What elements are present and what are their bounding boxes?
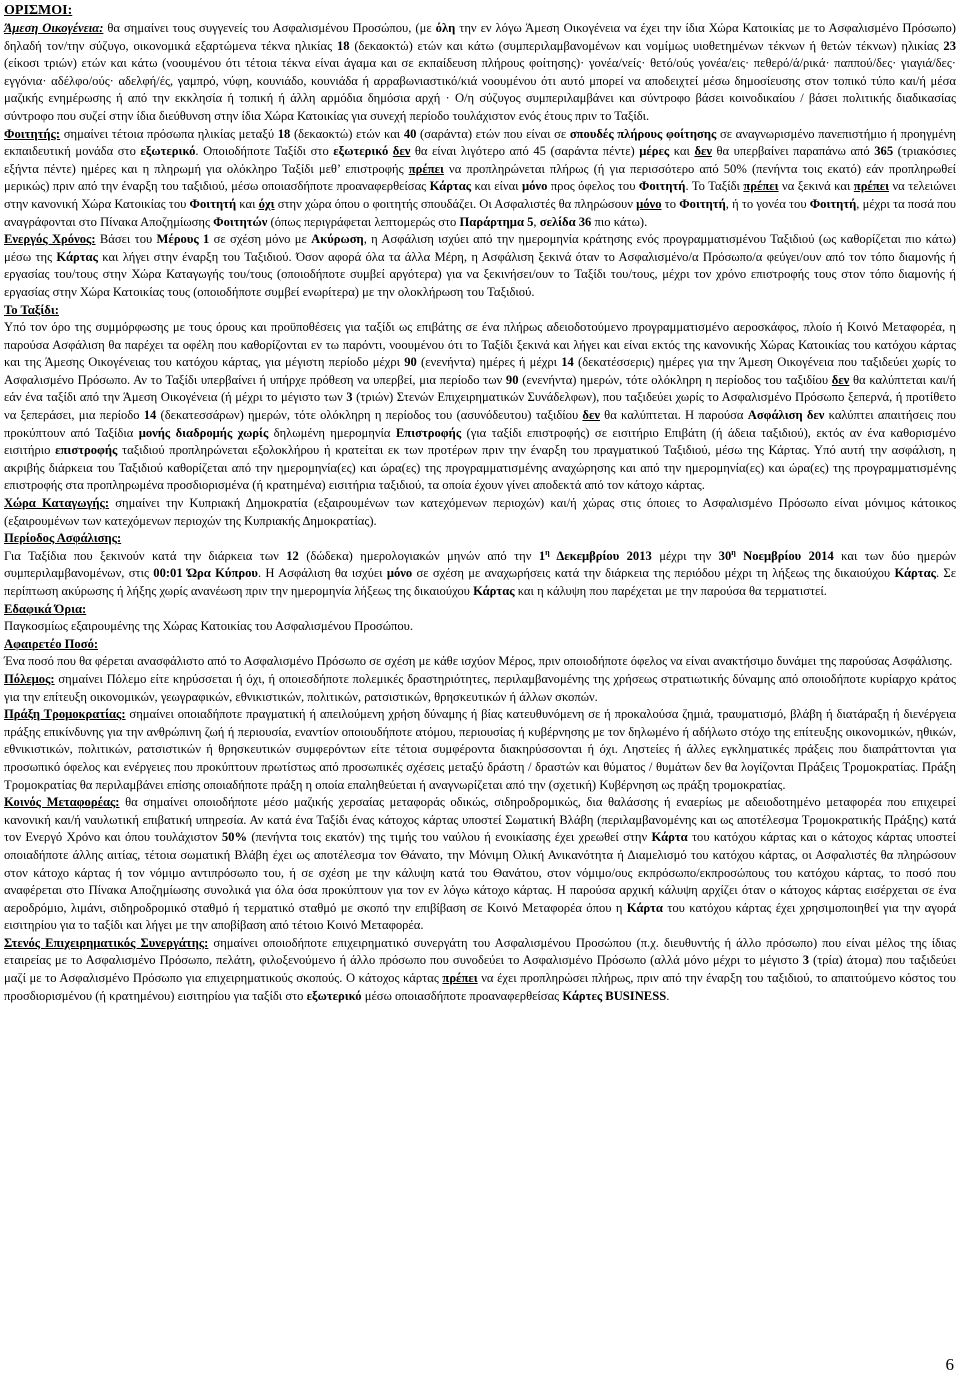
definition-text: σε αναγνωρισμένο πανεπιστήμιο ή προηγμένη εκπαιδευτική μονάδα στο (4, 126, 956, 159)
definition-text: 14 (143, 408, 157, 423)
definition-term: Χώρα Καταγωγής: (4, 496, 110, 511)
definition-text: σημαίνει οποιαδήποτε πραγματική ή απειλούμενη χρήση δύναμης ή βίας κατευθυνόμενη σε ή προκαλούσα ζημιά, τραυματισμό, βλάβη ή διατάραξη ή διενέργεια πράξης επικίνδυνης για την ανθρώπινη ζωή ή περιουσία, εναντίον οποιουδήποτε ατόμου, περιουσίας ή κυβέρνησης με τον δηλωμένο ή αδήλωτο στόχο της επίτευξης οικονομικών, ηθικών, εθνικιστικών, πολιτικών, ρατσιστικών ή θρησκευτικών συμφερόντων είτε τέτοια συμφέροντα διακηρύσσονται ή όχι. Ληστείες ή άλλες εγκληματικές πράξεις που διαπράττονται για προσωπικό όφελος και ενέργειες που προκύπτουν πρωτίστως από προσωπικές σχέσεις μεταξύ δράστη / δραστών και θύματος / θυμάτων δεν θα λογίζονται Πράξεις Τρομοκρατίας. Πράξη Τρομοκρατίας θα περιλαμβάνει επίσης οποιαδήποτε πράξη η οποία επαληθεύεται ή αναγνωρίζεται από την (σχετική) Κυβέρνηση ως πράξη τρομοκρατίας. (4, 707, 956, 792)
definition-text: σημαίνει τέτοια πρόσωπα ηλικίας μεταξύ (60, 126, 278, 141)
definition-amesi-oikogeneia (4, 20, 956, 126)
definition-text: δεν (392, 144, 411, 159)
definition-text: Παράρτημα 5 (459, 214, 534, 229)
definition-text: σπουδές πλήρους φοίτησης (569, 126, 717, 141)
definition-text: Μέρους 1 (156, 232, 210, 247)
definition-energos-xronos (4, 231, 956, 301)
definition-text: (δεκατεσσάρων) ημερών, τότε ολόκληρη η περίοδος του (ασυνόδευτου) ταξιδίου (156, 408, 583, 423)
definition-text: 30 (718, 548, 732, 563)
definition-text: Κάρτα (651, 830, 688, 845)
definition-text: μόνο (522, 179, 548, 194)
definition-text: θα σημαίνει οποιοδήποτε μέσο μαζικής χερσαίας μεταφοράς οδικώς, σιδηροδρομικώς, δια θαλάσσης ή εναερίως με αδειοδοτημένο μεταφορέα που επιχειρεί κανονική και/ή ναυλωτική επιβατική υπηρεσία. Αν κατά ένα Ταξίδι ένας κάτοχος κάρτας υποστεί Σωματική Βλάβη (περιλαμβανομένης και ως αποτέλεσμα Τρομοκρατικής Πράξης) κατά τον Ενεργό Χρόνο και όπου τουλάχιστον (4, 795, 956, 845)
definition-text: Παγκοσμίως εξαιρουμένης της Χώρας Κατοικίας του Ασφαλισμένου Προσώπου. (4, 619, 414, 634)
page-number: 6 (945, 1355, 954, 1374)
definition-text: την εν λόγω Άμεση Οικογένεια να έχει την ίδια Χώρα Κατοικίας με το Ασφαλισμένο Πρόσωπο) δηλαδή τον/την σύζυγο, οικονομικά εξαρτώμενα τέκνα ηλικίας (4, 21, 956, 53)
definition-text: μονής διαδρομής χωρίς (138, 425, 269, 440)
definition-text: . Η Ασφάλιση θα ισχύει (257, 566, 387, 581)
definition-to-taxidi (4, 302, 956, 320)
definition-text: του κατόχου κάρτας και ο κάτοχος κάρτας υποστεί οποιαδήποτε άλλης αιτίας, τέτοια σωματική Βλάβη έχει ως αποτέλεσμα τον Θάνατο, την Μόνιμη Ολική Ανικανότητα ή Διαμελισμό του κατόχου κάρτας, οι Ασφαλιστές θα πληρώσουν στον κάτοχο κάρτας ή τον νόμιμο αντιπρόσωπο του, ή σε σχέση με την κάλυψη κατά του Θανάτου, στον νόμιμο/ους εκπρόσωπο/εκπροσώπους του κατόχου κάρτας, το ποσό που αναφέρεται στο Πίνακα Αποζημίωσης συνολικά για όλα όσα προκύπτουν για τον εν λόγω κάτοχο κάρτας. Η παρούσα αρχική κάλυψη αρχίζει όταν ο κάτοχος κάρτας εισέρχεται σε ένα αεροδρόμιο, λιμάνι, σιδηροδρομικό σταθμό ή τερματικό σταθμό με σκοπό την επιβίβαση σε Κοινό Μεταφορέα όπου η (4, 830, 956, 915)
definition-text: 1 (538, 548, 546, 563)
definition-term: Εδαφικά Όρια: (4, 601, 87, 616)
definition-text: δεν (582, 408, 600, 423)
definition-text: σημαίνει την Κυπριακή Δημοκρατία (εξαιρουμένων των κατεχόμενων περιοχών) και/ή χώρας στις όποιες το Ασφαλισμένο Πρόσωπο είναι μόνιμος κάτοικος (εξαιρουμένων των κατεχόμενων περιοχών της Κυπριακής Δημοκρατίας). (4, 496, 956, 528)
definition-periodos-asfalisis (4, 530, 956, 548)
definition-text: και (669, 144, 695, 159)
definition-text: Κάρτας (56, 249, 98, 264)
definition-polemos (4, 671, 956, 706)
definition-text: στην χώρα όπου ο φοιτητής σπουδάζει. Οι Ασφαλιστές θα πληρώσουν (274, 196, 637, 211)
definition-text: (πενήντα τοις εκατόν) της τιμής του ναύλου ή ενοικίασης έχει χρεωθεί στην (247, 830, 652, 845)
definition-afairetéo-poso (4, 636, 956, 654)
definition-text: Νοεμβρίου 2014 (735, 548, 834, 563)
document-title: ΟΡΙΣΜΟΙ: (4, 3, 73, 18)
definition-text: (ενενήντα) ημερών, τότε ολόκληρη η περίοδος του ταξιδίου (518, 372, 832, 387)
definition-body (4, 548, 956, 601)
definition-xora-katagogis (4, 495, 956, 530)
definition-text: Δεκεμβρίου 2013 (549, 548, 652, 563)
definition-text: 3 (802, 953, 809, 968)
definition-edafika-oria (4, 601, 956, 619)
definition-term: Ενεργός Χρόνος: (4, 232, 96, 247)
definition-body (4, 653, 956, 671)
definition-text: μόνο (386, 566, 413, 581)
definition-text: θα καλύπτεται και/ή εάν ένα ταξίδι από την Άμεση Οικογένεια (ή μέχρι το μέγιστο των (4, 372, 957, 405)
definition-text: και είναι (471, 179, 522, 194)
definition-text: η (545, 547, 550, 557)
definition-text: και των δύο ημερών συμπεριλαμβανομένων, στις (4, 548, 956, 581)
definition-text: (ενενήντα) ημέρες ή μέχρι (416, 355, 562, 370)
definition-text: . (666, 988, 670, 1003)
definition-text: Ένα ποσό που θα φέρεται ανασφάλιστο από το Ασφαλισμένο Πρόσωπο σε σχέση με κάθε ισχύον Μέρος, πριν οποιοδήποτε όφελος να είναι ανακτήσιμο δυνάμει της παρούσας Ασφάλισης. (4, 654, 953, 669)
definition-text: Κάρτας (473, 584, 515, 598)
definition-text: (τριακόσιες εξήντα πέντε) ημέρες και η πληρωμή για ολόκληρο Ταξίδι μεθ’ επιστροφής (4, 144, 956, 176)
definition-text: (δεκαοκτώ) ετών και κάτω (συμπεριλαμβανομένων και νομίμως υιοθετημένων τέκνων ή θετών τέκνων) ηλικίας (349, 38, 944, 53)
definition-text: 14 (561, 355, 574, 370)
definition-text: σημαίνει Πόλεμο είτε κηρύσσεται ή όχι, ή οποιεσδήποτε πολεμικές δραστηριότητες, περιλαμβανομένης της χρήσεως στρατιωτικής δύναμης από οποιοδήποτε κυρίαρχο κράτος για την επίτευξη οικονομικών, γεωγραφικών, εθνικιστικών, πολιτικών, ρατσιστικών, θρησκευτικών ή άλλων σκοπών. (4, 671, 956, 704)
definition-stenos-synergatis (4, 935, 956, 1005)
definition-body (4, 319, 956, 495)
definition-body (4, 618, 956, 636)
definition-text: να τελειώνει στην κανονική Χώρα Κατοικίας του (4, 179, 956, 211)
definition-text: 18 (277, 126, 291, 141)
definition-text: σημαίνει οποιοδήποτε επιχειρηματικό συνεργάτη του Ασφαλισμένου Προσώπου (π.χ. διευθυντής ή άλλο πρόσωπο) που είναι μέλος της ίδιας εταιρείας με το Ασφαλισμένο Πρόσωπο, πελάτη, φιλοξενούμενο ή άλλο πρόσωπο που συνοδεύει το Ασφαλισμένο Πρόσωπο (αλλά μόνο μέχρι το μέγιστο (4, 935, 956, 968)
definition-text: θα καλύπτεται. Η παρούσα (599, 408, 748, 423)
definition-text: 12 (286, 548, 299, 563)
definition-text: Φοιτητών (213, 214, 268, 229)
definition-text: 23 (943, 38, 956, 53)
definition-text: δηλωμένη ημερομηνία (268, 425, 396, 440)
definition-praxi-tromokratias (4, 706, 956, 794)
definition-text: . Οποιοδήποτε Ταξίδι στο (195, 144, 334, 159)
definition-text: μέσω οποιασδήποτε προαναφερθείσας (361, 988, 563, 1003)
definition-text: πρέπει (743, 179, 779, 194)
definition-text: Φοιτητή (638, 179, 686, 194)
definition-term: Αφαιρετέο Ποσό: (4, 636, 99, 651)
definition-text: (τριών) Στενών Επιχειρηματικών Συνάδελφων), που ταξιδεύει χωρίς το Ασφαλισμένο Πρόσωπο ξεπερνά, ή προτίθετο να ξεπεράσει, μια περίοδο (4, 390, 956, 423)
definition-term: Φοιτητής: (4, 126, 61, 141)
definition-text: μόνο (636, 196, 662, 211)
definition-text: , η Ασφάλιση ισχύει από την ημερομηνία κράτησης ενός προγραμματισμένου Ταξιδιού (ως καθορίζεται πιο κάτω) μέσω της (4, 232, 956, 264)
definition-foititis (4, 126, 956, 232)
definition-text: Κάρτες BUSINESS (562, 988, 667, 1003)
definition-term: Κοινός Μεταφορέας: (4, 795, 120, 810)
definition-text: . Σε περίπτωση ακύρωσης ή λήξης χωρίς ανανέωση πριν την ημερομηνία λήξεως της δικαιούχου (4, 566, 957, 598)
definition-text: , (533, 214, 540, 229)
definition-term: Στενός Επιχειρηματικός Συνεργάτης: (4, 935, 209, 950)
definition-text: προς όφελος του (547, 179, 639, 194)
definition-text: σελίδα 36 (539, 214, 592, 229)
definition-term: Πράξη Τρομοκρατίας: (4, 707, 126, 722)
definition-text: να έχει προπληρώσει πλήρως, πριν από την έναρξη του ταξιδιού, το απαιτούμενο κόστος του προσδιορισμένου (ή κρατημένου) εισιτηρίου για ταξίδι στο (4, 971, 956, 1003)
definition-text: η (731, 547, 736, 557)
definition-text: (δεκαοκτώ) ετών και (290, 126, 404, 141)
definition-text: Υπό τον όρο της συμμόρφωσης με τους όρους και προϋποθέσεις για ταξίδι ως επιβάτης σε ένα πλήρως αδειοδοτούμενο προγραμματισμένο αεροσκάφος, πλοίο ή Κοινό Μεταφορέα, η παρούσα Ασφάλιση θα παρέχει τα οφέλη που καθορίζονται εν τω παρόντι, νοουμένου ότι το Ταξίδι ξεκινά και λήγει και είναι εκτός της κανονικής Χώρας Κατοικίας του κατόχου κάρτας και της Άμεσης Οικογένειας του κατόχου κάρτας, για μέγιστη περίοδο μέχρι (4, 320, 956, 370)
definition-text: θα υπερβαίνει παραπάνω από (712, 144, 875, 159)
definition-text: (δεκατέσσερις) ημέρες για την Άμεση Οικογένεια που ταξιδεύει χωρίς το Ασφαλισμένο Πρόσωπο. Αν το Ταξίδι υπερβαίνει ή υπήρχε πρόθεση να υπερβεί, μια περίοδο των (4, 355, 957, 387)
definition-text: πιο κάτω). (591, 214, 648, 229)
definition-term: Περίοδος Ασφάλισης: (4, 531, 122, 546)
definition-text: εξωτερικό (306, 988, 362, 1003)
definition-term: Πόλεμος: (4, 671, 55, 686)
definition-text: σε σχέση με αναχωρήσεις κατά την διάρκεια της περιόδου μέχρι τη λήξεως της δικαιούχου (412, 566, 895, 581)
definition-text: του κατόχου κάρτας έχει χρησιμοποιηθεί για την αγορά εισιτηρίου για το ταξίδι και λήγει με την αποβίβαση από τέτοιο Κοινό Μεταφορέα. (4, 900, 957, 933)
definition-text: (για ταξίδι επιστροφής) σε εισιτήριο Επιβάτη (ή άδεια ταξιδιού), εκτός αν ένα καθορισμένο εισιτήριο (4, 425, 956, 458)
definition-text: (όπως περιγράφεται λεπτομερώς στο (267, 214, 460, 229)
definition-text: Για Ταξίδια που ξεκινούν κατά την διάρκεια των (4, 548, 287, 563)
definition-text: Επιστροφής (395, 425, 462, 440)
definition-text: , ή το γονέα του (725, 196, 810, 211)
definition-text: 365 (874, 144, 894, 159)
definition-text: Φοιτητή (679, 196, 726, 211)
definition-term: Άμεση Οικογένεια: (4, 21, 104, 35)
definition-text: Κάρτα (626, 900, 663, 915)
definition-text: εξωτερικό (140, 144, 196, 159)
definition-text: μέχρι την (651, 548, 719, 563)
definition-text: όλη (435, 21, 456, 35)
definition-text: 90 (404, 355, 417, 370)
definition-text: και (236, 196, 259, 211)
definition-text: ταξιδιού προπληρώνεται εξολοκλήρου ή κρατείται εκ των προτέρων πριν την έναρξη του πραγματικού Ταξιδιού, μέσω της Κάρτας. Υπό αυτή την ασφάλιση, η ακριβής διάρκεια του Ταξιδιού καθορίζεται από την ημερομηνία(ες) και ώρα(ες) της προγραμματισμένης αναχώρησης και από την ημερομηνία(ες) και ώρα(ες) της προγραμματισμένης επιστροφής στα προπληρωμένα προσδιορισμένα (ή κρατημένα) εισιτήρια ταξιδιού, τα οποία έχουν γίνει αποδεκτά από τον κάτοχο κάρτας. (4, 443, 956, 493)
definition-text: (δώδεκα) ημερολογιακών μηνών από την (298, 548, 539, 563)
definition-text: 18 (336, 38, 350, 53)
definition-text: 90 (505, 372, 519, 387)
definitions-list (4, 20, 956, 1005)
definition-text: 00:01 Ώρα Κύπρου (153, 566, 258, 581)
definition-text: να προπληρώνεται πλήρως (ή για περισσότερο από 50% (πενήντα τοις εκατό) εάν προπληρωθεί μερικώς) πριν από την έναρξη του ταξιδιού, μέσω οποιασδήποτε προαναφερθείσας (4, 161, 957, 194)
definition-text: θα σημαίνει τους συγγενείς του Ασφαλισμένου Προσώπου, (με (103, 21, 436, 35)
definition-text: (σαράντα) ετών που είναι σε (416, 126, 570, 141)
definition-text: 3 (346, 390, 353, 405)
definition-text: δεν (831, 372, 850, 387)
definition-text: το (661, 196, 680, 211)
definition-term: Το Ταξίδι: (4, 302, 59, 317)
definition-text: 40 (403, 126, 417, 141)
definition-text: επιστροφής (55, 443, 118, 458)
definition-koinos-metaforeas (4, 794, 956, 935)
definition-text: Κάρτας (429, 179, 472, 194)
definition-text: και η κάλυψη που παρέχεται με την παρούσα θα τερματιστεί. (514, 584, 827, 598)
definition-text: . Το Ταξίδι (685, 179, 744, 194)
definition-text: (είκοσι τριών) ετών και κάτω (νοουμένου ότι τέτοια τέκνα είναι άγαμα και σε εκπαίδευση πλήρους φοίτησης)· γονέα/νείς· θετό/ούς γονέα/εις· πεθερό/ά/ρικά· παππού/δες· γιαγιά/δες· εγγόνια· αδέλφο/ούς· αδελφή/ές, γαμπρό, νύφη, κουνιάδο, κουνιάδα ή αρραβωνιαστικό/κιά νοουμένου ότι αυτό μπορεί να αποδειχτεί μέσω δημοσίευσης στον τοπικό τύπο και/ή μέσα μαζικής ενημέρωσης ή από την εκκλησία ή τοπική ή άλλη αρμόδια δημόσια αρχή · Ο/η σύζυγος συμπεριλαμβάνει και σύντροφο βάσει κοινοδικαίου / βάσει πολιτικής διαδικασίας σύντροφο που συζεί στην ίδια διεύθυνση στην ίδια Χώρα Κατοικίας για συνεχή περίοδο τουλάχιστον ενός έτους πριν το Ταξίδι. (4, 56, 956, 123)
definition-text: πρέπει (442, 971, 478, 986)
definition-text: πρέπει (853, 179, 890, 194)
definition-text: Ακύρωση (311, 232, 364, 247)
definition-text: Ασφάλιση δεν (747, 408, 825, 423)
definition-text: καλύπτει απαιτήσεις που προκύπτουν από Ταξίδια (4, 408, 956, 440)
definition-text: δεν (694, 144, 712, 159)
definition-text: Φοιτητή (809, 196, 857, 211)
definition-text: σε σχέση μόνο με (209, 232, 312, 247)
definition-text: 50% (221, 830, 248, 845)
definition-text: Φοιτητή (189, 196, 237, 211)
definition-text: Κάρτας (894, 566, 936, 581)
definition-text: , μέχρι τα ποσά που αναγράφονται στο Πίνακα Αποζημίωσης (4, 196, 957, 229)
definition-text: όχι (258, 196, 275, 211)
definition-text: (τρία) άτομα) που ταξιδεύει μαζί με το Ασφαλισμένο Πρόσωπο για επιχειρηματικούς σκοπούς. Ο κάτοχος κάρτας (4, 953, 956, 986)
definition-text: μέρες (639, 144, 670, 159)
definition-text: εξωτερικό (333, 144, 389, 159)
definition-text: Βάσει του (95, 232, 157, 247)
definition-text: πρέπει (408, 161, 444, 176)
document-page (4, 2, 956, 1005)
definition-text: να ξεκινά και (778, 179, 854, 194)
definition-text: θα είναι λιγότερο από 45 (σαράντα πέντε) (410, 144, 640, 159)
definition-text: και λήγει στην έναρξη του Ταξιδιού. Όσον αφορά όλα τα άλλα Μέρη, η Ασφάλιση ξεκινά όταν το Ασφαλισμένο/α Πρόσωπο/α φεύγει/ουν από τον τόπο διαμονής ή εργασίας του/τους στην Χώρα Καταγωγής του/τους (οποιοδήποτε συμβεί αργότερα) για να ξεκινήσει/ουν το Ταξίδι του/τους, μέχρι τον χρόνο επιστροφής τους στον τόπο διαμονής ή εργασίας στην Χώρα Κατοικίας τους (οποιοδήποτε συμβεί ενωρίτερα) με την ολοκλήρωση του Ταξιδιού. (4, 249, 956, 299)
